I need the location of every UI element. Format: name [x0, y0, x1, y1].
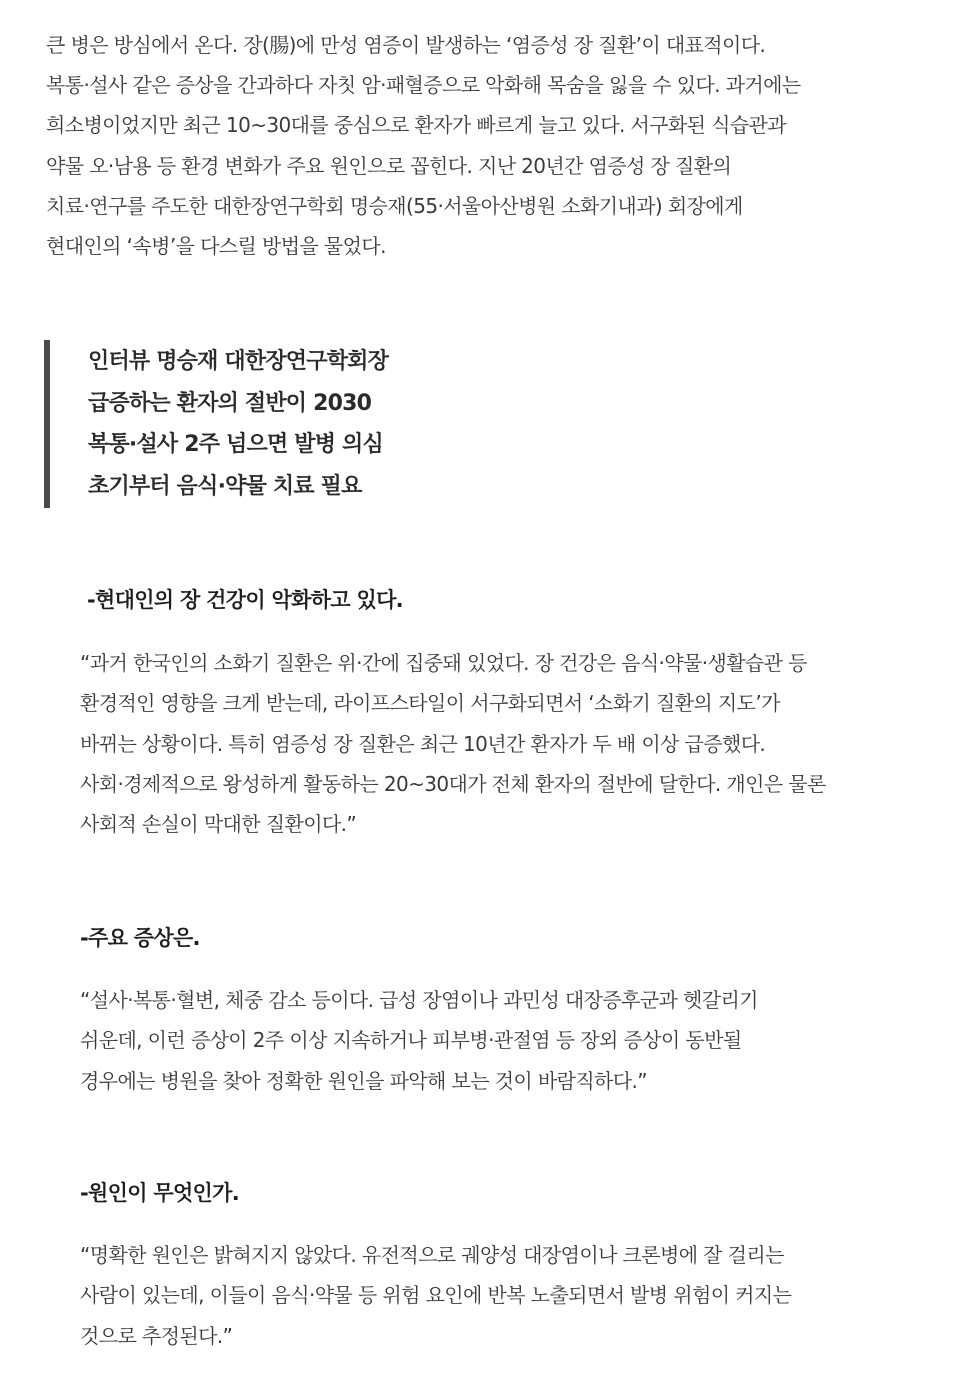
- answer-line: “명확한 원인은 밝혀지지 않았다. 유전적으로 궤양성 대장염이나 크론병에 잘 걸리는: [80, 1243, 784, 1267]
- answer-line: “설사·복통·혈변, 체중 감소 등이다. 급성 장염이나 과민성 대장증후군과 헷갈리기: [80, 988, 758, 1012]
- answer-line: 환경적인 영향을 크게 받는데, 라이프스타일이 서구화되면서 ‘소화기 질환의 지도’가: [80, 691, 780, 716]
- qa-block: [80, 1178, 930, 1348]
- answer-line: 사회적 손실이 막대한 질환이다.”: [80, 812, 357, 837]
- intro-line: 큰 병은 방심에서 온다. 장(腸)에 만성 염증이 발생하는 ‘염증성 장 질환’이 대표적이다.: [46, 33, 766, 57]
- summary-line: 초기부터 음식·약물 치료 필요: [88, 473, 362, 499]
- interview-question: -원인이 무엇인가.: [80, 1181, 240, 1205]
- answer-line: 사람이 있는데, 이들이 음식·약물 등 위험 요인에 반복 노출되면서 발병 위험이 커지는: [80, 1283, 792, 1308]
- interview-answer: [80, 643, 826, 844]
- interview-summary-box: [44, 340, 744, 508]
- answer-line: 사회·경제적으로 왕성하게 활동하는 20~30대가 전체 환자의 절반에 달한다. 개인은 물론: [80, 771, 826, 796]
- interview-question: -현대인의 장 건강이 악화하고 있다.: [87, 588, 403, 612]
- interview-answer: [80, 980, 758, 1101]
- qa-block: [80, 923, 930, 1093]
- interview-question: -주요 증상은.: [80, 926, 200, 950]
- answer-line: 것으로 추정된다.”: [80, 1323, 233, 1348]
- answer-line: 쉬운데, 이런 증상이 2주 이상 지속하거나 피부병·관절염 등 장외 증상이 동반될: [80, 1028, 742, 1053]
- summary-line: 급증하는 환자의 절반이 2030: [88, 390, 372, 416]
- answer-line: 경우에는 병원을 찾아 정확한 원인을 파악해 보는 것이 바람직하다.”: [80, 1068, 648, 1093]
- intro-line: 약물 오·남용 등 환경 변화가 주요 원인으로 꼽힌다. 지난 20년간 염증성 장 질환의: [46, 153, 732, 178]
- intro-line: 치료·연구를 주도한 대한장연구학회 명승재(55·서울아산병원 소화기내과) 회장에게: [46, 193, 743, 218]
- summary-line: 복통·설사 2주 넘으면 발병 의심: [88, 432, 383, 457]
- qa-block: [80, 585, 930, 837]
- summary-line: 인터뷰 명승재 대한장연구학회장: [88, 349, 389, 374]
- intro-line: 복통·설사 같은 증상을 간과하다 자칫 암·패혈증으로 악화해 목숨을 잃을 수 있다. 과거에는: [46, 73, 801, 98]
- intro-paragraph: [46, 25, 926, 266]
- answer-line: 바뀌는 상황이다. 특히 염증성 장 질환은 최근 10년간 환자가 두 배 이상 급증했다.: [80, 731, 766, 756]
- interview-answer: [80, 1235, 791, 1356]
- intro-line: 현대인의 ‘속병’을 다스릴 방법을 물었다.: [46, 234, 386, 259]
- answer-line: “과거 한국인의 소화기 질환은 위·간에 집중돼 있었다. 장 건강은 음식·약물·생활습관 등: [80, 651, 807, 675]
- intro-line: 희소병이었지만 최근 10~30대를 중심으로 환자가 빠르게 늘고 있다. 서구화된 식습관과: [46, 113, 786, 138]
